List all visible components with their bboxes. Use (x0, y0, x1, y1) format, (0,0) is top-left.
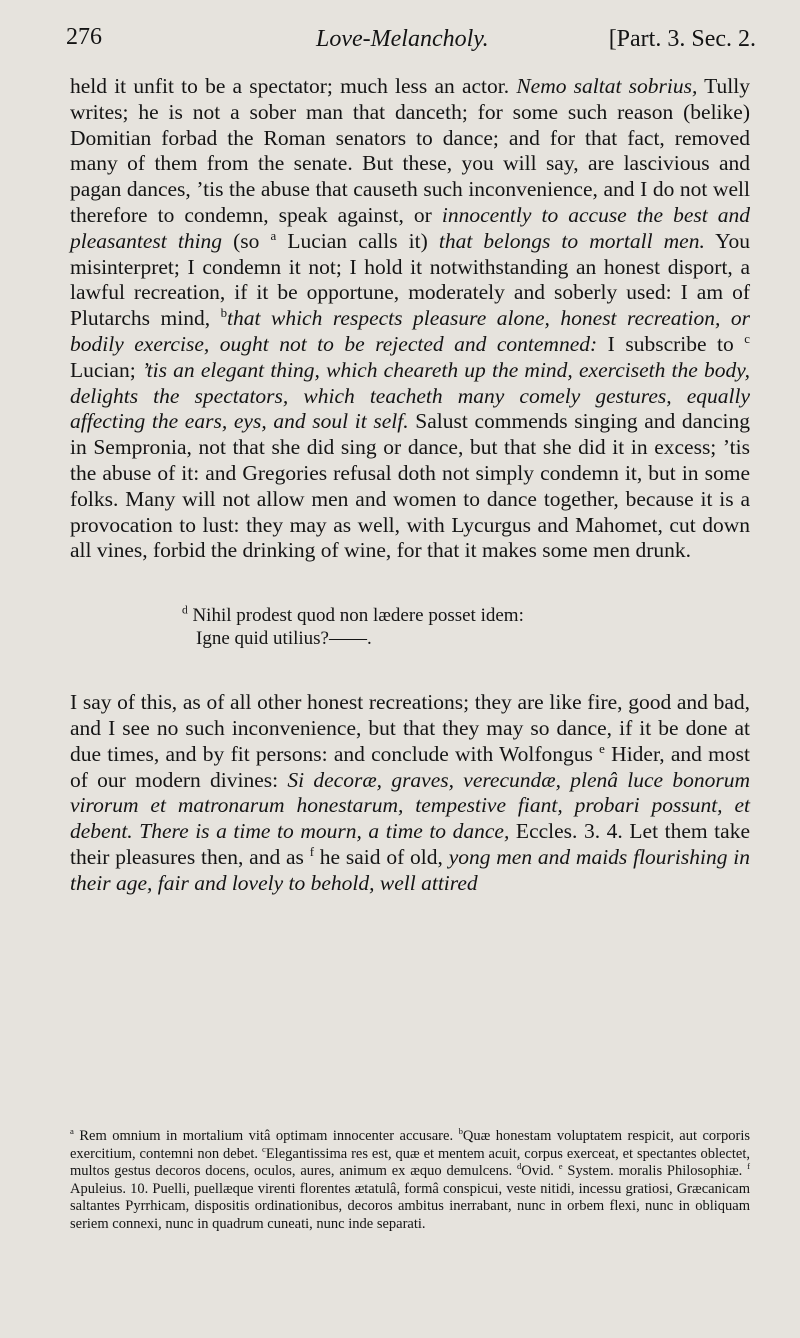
verse-line: Igne quid utilius?——. (196, 628, 372, 650)
footnote-marker: f (309, 844, 315, 859)
main-text (70, 74, 750, 897)
italic-text: that which respects pleasure alone, honest recreation, or bodily exercise, ought not to be rejected and contemned: (70, 306, 750, 356)
text-run: held it unfit to be a spectator; much less an actor. (70, 74, 517, 98)
footnote-marker: b (458, 1126, 463, 1137)
text-run: Rem omnium in mortalium vitâ optimam innocenter accusare. (73, 1128, 459, 1144)
italic-text: ’tis an elegant thing, which cheareth up the mind, exerciseth the body, delights the spectators, which teacheth many comely gestures, equally affecting the ears, eys, and soul it self. (70, 357, 750, 434)
text-run: (so (222, 228, 271, 253)
text-run: You misinterpret; I condemn it not; I hold it notwithstanding an honest disport, a lawful recreation, if it be opportune, moderately and soberly used: I am of Plutarchs mind, (70, 228, 751, 331)
footnote-marker: d (516, 1161, 522, 1172)
footnote-marker: d (182, 604, 188, 617)
text-run: Eccles. 3. 4. Let them take their pleasures then, and as (70, 819, 750, 869)
footnote-marker: e (558, 1161, 563, 1172)
running-title: Love-Melancholy. (316, 26, 489, 52)
page-number: 276 (66, 24, 102, 50)
paragraph (70, 74, 750, 564)
italic-text: innocently to accuse the best and pleasantest thing (70, 202, 750, 253)
text-run: Quæ honestam voluptatem respicit, aut corporis exercitium, contemni non debet. (70, 1128, 751, 1162)
italic-text: that belongs to mortall men. (438, 228, 705, 253)
text-run: Lucian; (70, 357, 142, 382)
text-run: I subscribe to (597, 331, 745, 356)
text-run: he said of old, (314, 844, 449, 869)
verse-quotation (70, 604, 750, 650)
paragraph (70, 690, 750, 896)
footnote-marker: a (270, 228, 277, 243)
text-run: Nihil prodest quod non lædere posset idem: (187, 605, 524, 627)
footnotes (70, 1128, 750, 1233)
verse-line (182, 605, 524, 626)
footnote-marker: f (747, 1161, 750, 1172)
footnote-marker: e (599, 741, 605, 756)
footnote-marker: c (744, 331, 750, 346)
italic-text: Nemo saltat sobrius, (516, 74, 698, 98)
running-header (66, 24, 756, 68)
text-run: Lucian calls it) (276, 228, 439, 253)
text-run: Hider, and most of our modern divines: (70, 741, 750, 792)
text-run: Tully writes; he is not a sober man that danceth; for some such reason (belike) Domitian forbad the Roman senators to dance; and for that fact, removed many of them from the senate. But these, you will say, are lascivious and pagan dances, ’tis the abuse that causeth such inconvenience, and I do not well therefore to condemn, speak against, or (70, 74, 751, 227)
text-run: Salust commends singing and dancing in Sempronia, not that she did sing or dance, but that she did it in excess; ’tis the abuse of it: and Gregories refusal doth not simply condemn it, but in some folks. Many will not allow men and women to dance together, because it is a provocation to lust: they may as well, with Lycurgus and Mahomet, cut down all vines, forbid the drinking of wine, for that it makes some men drunk. (70, 409, 750, 563)
footnote-marker: c (261, 1143, 266, 1154)
section-reference: [Part. 3. Sec. 2. (608, 26, 756, 52)
text-run: Ovid. (521, 1163, 559, 1179)
text-run: System. moralis Philosophiæ. (562, 1163, 748, 1179)
footnote-marker: b (220, 306, 228, 321)
footnote-marker: a (70, 1126, 74, 1137)
italic-text: Si decoræ, graves, verecundæ, plenâ luce bonorum virorum et matronarum honestarum, tempestive fiant, probari possunt, et debent. There is a time to mourn, a time to dance, (70, 767, 750, 844)
italic-text: yong men and maids flourishing in their age, fair and lovely to behold, well attired (70, 844, 750, 895)
text-run: Elegantissima res est, quæ et mentem acuit, corpus exerceat, et spectantes oblectet, multos gestus decoros docens, oculos, aures, animum ex æquo demulcens. (70, 1145, 750, 1179)
text-run: I say of this, as of all other honest recreations; they are like fire, good and bad, and I see no such inconvenience, but that they may so dance, if it be done at due times, and by fit persons: and conclude with Wolfongus (70, 690, 750, 766)
text-run: Apuleius. 10. Puelli, puellæque virenti florentes ætatulâ, formâ conspicui, veste nitidi, incessu gratiosi, Græcanicam saltantes Pyrrhicam, dispositis ordinationibus, decoros ambitus inerrabant, nunc in orbem flexi, nunc in obliquam seriem connexi, nunc in quadrum cuneati, nunc inde separati. (70, 1180, 750, 1232)
